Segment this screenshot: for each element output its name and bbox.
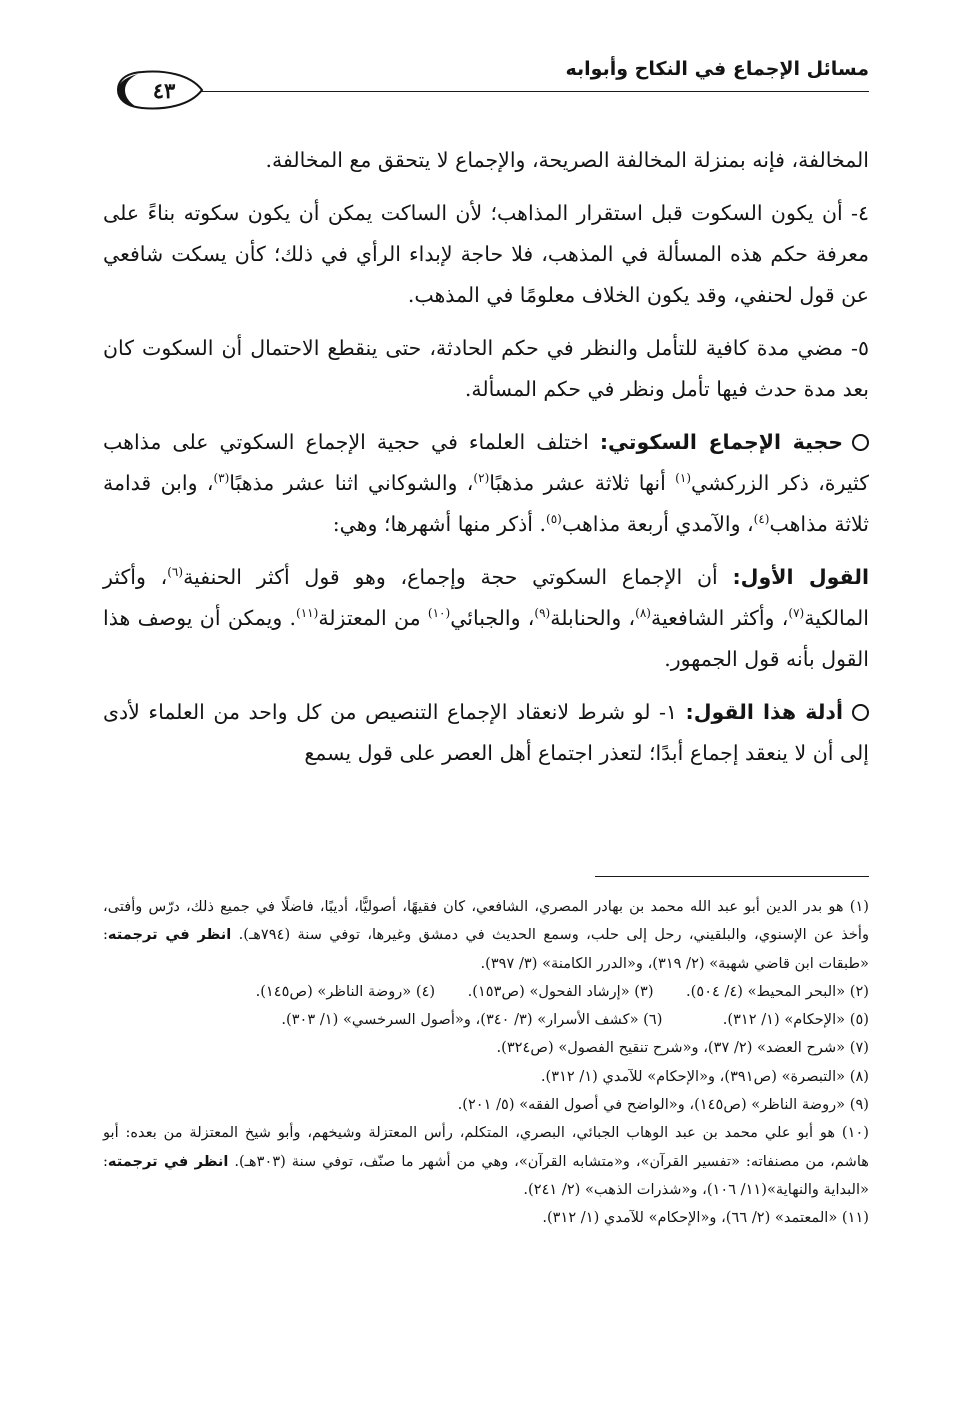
text-run: ، والحنابلة <box>550 606 636 630</box>
footnote-ref[interactable]: (١) <box>675 471 691 486</box>
footnote-ref[interactable]: (٥) <box>546 512 562 527</box>
see-biography-label: انظر في ترجمته <box>107 926 232 944</box>
text-run: اختلف العلماء في حجية الإجماع السكوتي على مذاهب كثيرة، ذكر الزركشي <box>103 430 869 495</box>
text-run: ، والجبائي <box>450 606 535 630</box>
see-biography-label: انظر في ترجمته <box>107 1152 229 1170</box>
footnote-separator <box>595 876 869 877</box>
paragraph-6 <box>103 692 869 774</box>
text-run: ، والشوكاني اثنا عشر مذهبًا <box>229 471 474 495</box>
text-run: (١٠) هو أبو علي محمد بن عبد الوهاب الجبائي، البصري، المتكلم، رأس المعتزلة وشيخهم، وأبو شيخ المعتزلة من بعده: أبو هاشم، من مصنفاته: «تفسير القرآن»، و«متشابه القرآن»، وهي من أشهر ما صنّف، توفي سنة (٣٠٣هـ). <box>103 1124 869 1170</box>
text-run: من المعتزلة <box>318 606 428 630</box>
main-text <box>103 140 869 786</box>
footnote-ref[interactable]: (٧) <box>788 606 805 621</box>
footnote-11: (١١) «المعتمد» (٢/ ٦٦)، و«الإحكام» للآمدي (١/ ٣١٢). <box>542 1209 869 1227</box>
page-number: ٤٣ <box>152 77 176 103</box>
footnote-5: (٥) «الإحكام» (١/ ٣١٢). <box>722 1011 869 1029</box>
text-run: : «طبقات ابن قاضي شهبة» (٢/ ٣١٩)، و«الدرر الكامنة» (٣/ ٣٩٧). <box>103 926 869 972</box>
footnote-3: (٣) «إرشاد الفحول» (ص١٥٣). <box>467 982 654 1000</box>
footnote-2-3-4 <box>103 978 869 1006</box>
header-rule <box>190 91 869 92</box>
footnote-4: (٤) «روضة الناظر» (ص١٤٥). <box>255 982 436 1000</box>
text-run: : «البداية والنهاية»(١١/ ١٠٦)، و«شذرات الذهب» (٢/ ٢٤١). <box>103 1152 869 1198</box>
paragraph-3: ٥- مضي مدة كافية للتأمل والنظر في حكم الحادثة، حتى ينقطع الاحتمال أن السكوت كان بعد مدة حدث فيها تأمل ونظر في حكم المسألة. <box>103 336 869 401</box>
circle-bullet-icon <box>852 434 869 451</box>
footnote-ref[interactable]: (١٠) <box>427 606 451 621</box>
paragraph-5 <box>103 557 869 680</box>
running-title: مسائل الإجماع في النكاح وأبوابه <box>565 58 869 80</box>
section-heading: أدلة هذا القول: <box>685 700 843 724</box>
footnote-9: (٩) «روضة الناظر» (ص١٤٥)، و«الواضح في أصول الفقه» (٥/ ٢٠١). <box>457 1096 869 1114</box>
text-run: ، وأكثر الشافعية <box>650 606 789 630</box>
footnote-ref[interactable]: (٢) <box>473 471 490 486</box>
footnote-8: (٨) «التبصرة» (ص٣٩١)، و«الإحكام» للآمدي (١/ ٣١٢). <box>540 1067 869 1085</box>
footnote-7: (٧) «شرح العضد» (٢/ ٣٧)، و«شرح تنقيح الفصول» (ص٣٢٤). <box>496 1039 869 1057</box>
text-run: ، وأكثر المالكية <box>103 565 870 630</box>
text-run: ، وابن قدامة ثلاثة مذاهب <box>103 471 869 536</box>
text-run: ١- لو شرط لانعقاد الإجماع التنصيص من كل واحد من العلماء لأدى إلى أن لا ينعقد إجماع أبدًا؛ لتعذر اجتماع أهل العصر على قول يسمع <box>103 700 869 765</box>
text-run: (١) هو بدر الدين أبو عبد الله محمد بن بهادر المصري، الشافعي، كان فقيهًا، أصوليًّا، أديبًا، فاضلًا في جميع ذلك، درّس وأفتى، وأخذ عن الإسنوي، والبلقيني، رحل إلى حلب، وسمع الحديث في دمشق وغيرها، توفي سنة (٧٩٤هـ). <box>103 898 869 944</box>
footnote-6: (٦) «كشف الأسرار» (٣/ ٣٤٠)، و«أصول السرخسي» (١/ ٣٠٣). <box>281 1011 663 1029</box>
text-run: أنها ثلاثة عشر مذهبًا <box>489 471 676 495</box>
footnote-5-6 <box>103 1006 869 1034</box>
paragraph-4 <box>103 422 869 545</box>
paragraph-2: ٤- أن يكون السكوت قبل استقرار المذاهب؛ لأن الساكت يمكن أن يكون سكوته بناءً على معرفة حكم هذه المسألة في المذهب، فلا حاجة لإبداء الرأي في ذلك؛ كأن يسكت شافعي عن قول لحنفي، وقد يكون الخلاف معلومًا في المذهب. <box>103 201 869 307</box>
footnote-ref[interactable]: (٨) <box>635 606 651 621</box>
text-run: أن الإجماع السكوتي حجة وإجماع، وهو قول أكثر الحنفية <box>183 565 733 589</box>
footnote-2: (٢) «البحر المحيط» (٤/ ٥٠٤). <box>686 982 869 1000</box>
footnote-ref[interactable]: (٣) <box>213 471 230 486</box>
section-heading: حجية الإجماع السكوتي: <box>599 430 843 454</box>
footnote-ref[interactable]: (١١) <box>296 606 319 621</box>
section-heading: القول الأول: <box>732 565 869 589</box>
footnote-ref[interactable]: (٤) <box>753 512 770 527</box>
paragraph-1: المخالفة، فإنه بمنزلة المخالفة الصريحة، والإجماع لا يتحقق مع المخالفة. <box>265 148 869 172</box>
circle-bullet-icon <box>852 704 869 721</box>
footnote-10 <box>103 1119 869 1204</box>
footnotes <box>103 893 869 1233</box>
text-run: . أذكر منها أشهرها؛ وهي: <box>332 512 546 536</box>
footnote-ref[interactable]: (٦) <box>167 565 184 580</box>
footnote-1 <box>103 893 869 978</box>
text-run: ، والآمدي أربعة مذاهب <box>561 512 754 536</box>
text-run: . ويمكن أن يوصف هذا القول بأنه قول الجمهور. <box>103 606 869 671</box>
footnote-ref[interactable]: (٩) <box>534 606 551 621</box>
